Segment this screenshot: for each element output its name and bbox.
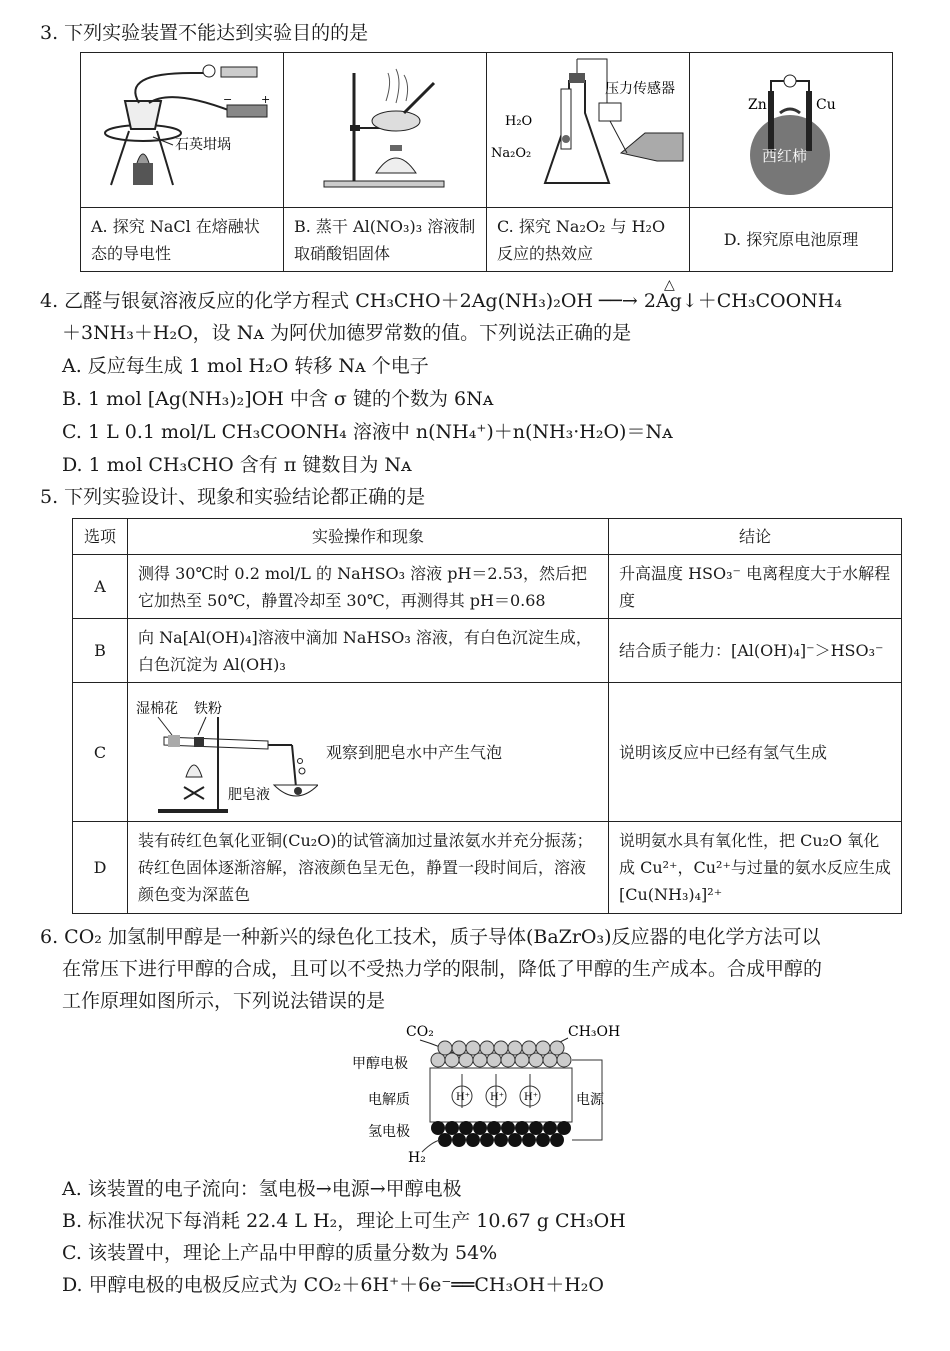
q3-label-na2o2: Na₂O₂ bbox=[491, 146, 532, 161]
q4-line2: ＋3NH₃＋H₂O，设 Nᴀ 为阿伏加德罗常数的值。下列说法正确的是 bbox=[62, 322, 632, 344]
q6-label-hydrogen-electrode: 氢电极 bbox=[368, 1124, 410, 1140]
q3-label-sensor: 压力传感器 bbox=[605, 81, 675, 97]
q3-caption-a: A. 探究 NaCl 在熔融状态的导电性 bbox=[81, 208, 284, 272]
q3-image-d bbox=[690, 53, 893, 208]
q3-label-water: H₂O bbox=[505, 114, 533, 129]
q6-option-a: A. 该装置的电子流向：氢电极→电源→甲醇电极 bbox=[62, 1178, 462, 1200]
q6-stem-line1: 6. CO₂ 加氢制甲醇是一种新兴的绿色化工技术，质子导体(BaZrO₃)反应器的电化学方法可以 bbox=[40, 926, 821, 948]
q3-caption-c: C. 探究 Na₂O₂ 与 H₂O 反应的热效应 bbox=[487, 208, 690, 272]
svg-text:+: + bbox=[261, 93, 271, 106]
q4-option-b: B. 1 mol [Ag(NH₃)₂]OH 中含 σ 键的个数为 6Nᴀ bbox=[62, 388, 494, 410]
q5-c-label-iron: 铁粉 bbox=[194, 701, 222, 718]
q5-header-option: 选项 bbox=[73, 519, 128, 555]
q6-option-b: B. 标准状况下每消耗 22.4 L H₂，理论上可生产 10.67 g CH₃OH bbox=[62, 1210, 626, 1232]
q6-label-power: 电源 bbox=[576, 1092, 604, 1108]
q6-stem-line2: 在常压下进行甲醇的合成，且可以不受热力学的限制，降低了甲醇的生产成本。合成甲醇的 bbox=[62, 958, 823, 980]
q5-row-d-conclusion: 说明氨水具有氧化性，把 Cu₂O 氧化成 Cu²⁺，Cu²⁺与过量的氨水反应生成[Cu(NH₃)₄]²⁺ bbox=[609, 821, 902, 913]
q5-header-operation: 实验操作和现象 bbox=[128, 519, 609, 555]
q4-option-a: A. 反应每生成 1 mol H₂O 转移 Nᴀ 个电子 bbox=[62, 355, 429, 377]
q5-row-c-option: C bbox=[73, 683, 128, 821]
q6-label-h2: H₂ bbox=[408, 1150, 426, 1166]
svg-text:−: − bbox=[223, 93, 233, 106]
table-row bbox=[73, 821, 902, 913]
q3-table bbox=[80, 52, 893, 272]
q4-arrow-condition: △ bbox=[664, 277, 675, 293]
q6-label-electrolyte: 电解质 bbox=[368, 1092, 410, 1108]
q6-proton-3: H⁺ bbox=[524, 1092, 538, 1103]
q5-stem: 5. 下列实验设计、现象和实验结论都正确的是 bbox=[40, 486, 426, 508]
q3-label-tomato: 西红柿 bbox=[762, 147, 808, 165]
q3-label-zn: Zn bbox=[748, 97, 767, 113]
q6-label-methanol-electrode: 甲醇电极 bbox=[352, 1056, 408, 1072]
q6-option-d: D. 甲醇电极的电极反应式为 CO₂＋6H⁺＋6e⁻══CH₃OH＋H₂O bbox=[62, 1274, 604, 1296]
q3-stem: 3. 下列实验装置不能达到实验目的的是 bbox=[40, 22, 369, 44]
q5-row-b-operation: 向 Na[Al(OH)₄]溶液中滴加 NaHSO₃ 溶液，有白色沉淀生成，白色沉淀为 Al(OH)₃ bbox=[128, 619, 609, 683]
q4-option-c: C. 1 L 0.1 mol/L CH₃COONH₄ 溶液中 n(NH₄⁺)＋n(NH₃·H₂O)＝Nᴀ bbox=[62, 421, 673, 443]
q5-row-a-operation: 测得 30℃时 0.2 mol/L 的 NaHSO₃ 溶液 pH＝2.53，然后把它加热至 50℃，静置冷却至 30℃，再测得其 pH＝0.68 bbox=[128, 555, 609, 619]
q5-c-label-cotton: 湿棉花 bbox=[136, 701, 178, 718]
q3-caption-b: B. 蒸干 Al(NO₃)₃ 溶液制取硝酸铝固体 bbox=[284, 208, 487, 272]
q6-option-c: C. 该装置中，理论上产品中甲醇的质量分数为 54% bbox=[62, 1242, 498, 1264]
q5-c-label-soap: 肥皂液 bbox=[228, 787, 270, 804]
table-row bbox=[73, 555, 902, 619]
table-row bbox=[73, 619, 902, 683]
q5-row-a-conclusion: 升高温度 HSO₃⁻ 电离程度大于水解程度 bbox=[609, 555, 902, 619]
q4-line1: 4. 乙醛与银氨溶液反应的化学方程式 CH₃CHO＋2Ag(NH₃)₂OH ──→ 2Ag↓＋CH₃COONH₄ bbox=[40, 290, 842, 312]
q5-row-c-operation: 观察到肥皂水中产生气泡 bbox=[326, 742, 503, 762]
q6-label-ch3oh: CH₃OH bbox=[568, 1024, 621, 1040]
q5-table bbox=[72, 518, 902, 914]
q3-label-crucible: 石英坩埚 bbox=[175, 137, 231, 153]
q5-c-apparatus bbox=[128, 687, 318, 817]
q5-row-a-option: A bbox=[73, 555, 128, 619]
q5-row-c-conclusion: 说明该反应中已经有氢气生成 bbox=[609, 683, 902, 821]
q6-proton-1: H⁺ bbox=[456, 1092, 470, 1103]
q5-row-b-conclusion: 结合质子能力：[Al(OH)₄]⁻＞HSO₃⁻ bbox=[609, 619, 902, 683]
q5-header-conclusion: 结论 bbox=[609, 519, 902, 555]
q6-stem-line3: 工作原理如图所示，下列说法错误的是 bbox=[62, 990, 386, 1012]
q4-option-d: D. 1 mol CH₃CHO 含有 π 键数目为 Nᴀ bbox=[62, 454, 412, 476]
q3-label-cu: Cu bbox=[816, 97, 836, 113]
q6-diagram bbox=[340, 1016, 630, 1166]
q6-proton-2: H⁺ bbox=[490, 1092, 504, 1103]
q6-label-co2: CO₂ bbox=[406, 1024, 434, 1040]
q5-row-b-option: B bbox=[73, 619, 128, 683]
q3-image-a bbox=[81, 53, 284, 208]
q3-image-b bbox=[284, 53, 487, 208]
q5-row-d-option: D bbox=[73, 821, 128, 913]
table-row bbox=[73, 683, 902, 821]
q3-image-c bbox=[487, 53, 690, 208]
q3-caption-d: D. 探究原电池原理 bbox=[690, 208, 893, 272]
q5-row-d-operation: 装有砖红色氧化亚铜(Cu₂O)的试管滴加过量浓氨水并充分振荡；砖红色固体逐渐溶解，溶液颜色呈无色，静置一段时间后，溶液颜色变为深蓝色 bbox=[128, 821, 609, 913]
